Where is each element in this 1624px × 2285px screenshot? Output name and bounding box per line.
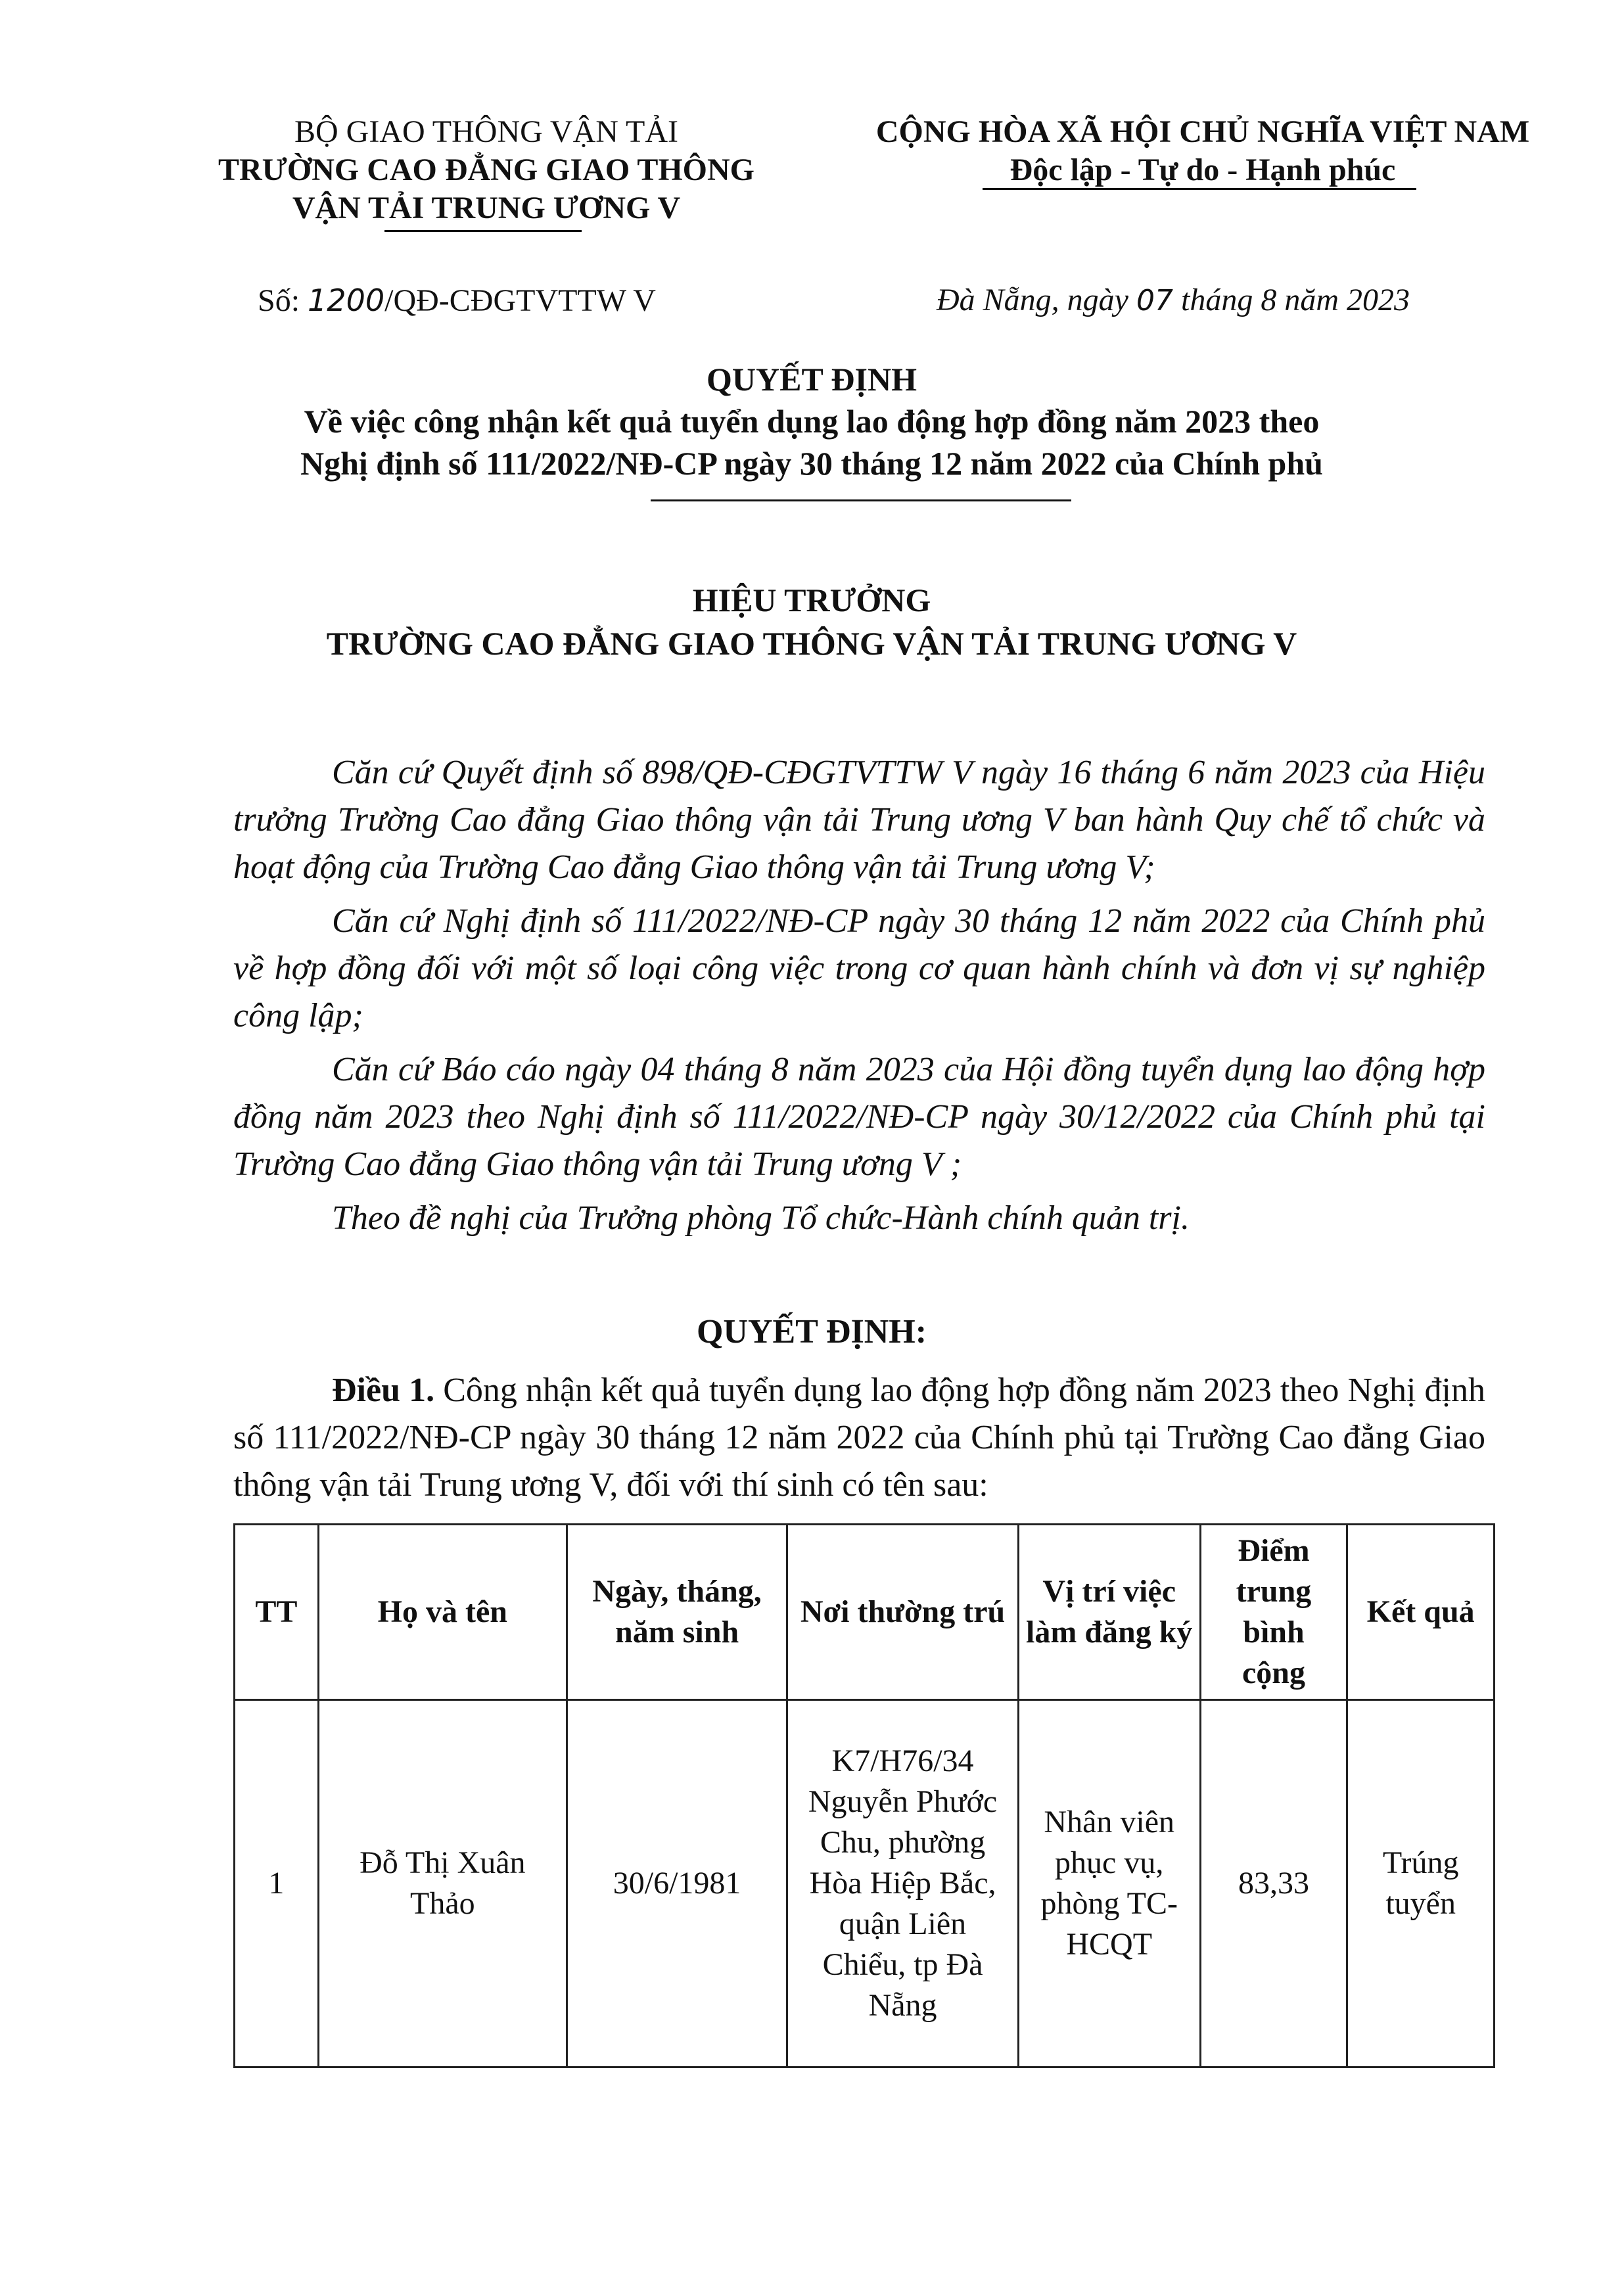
number-handwritten: 1200 (308, 283, 385, 318)
cell-full-name: Đỗ Thị Xuân Thảo (318, 1700, 567, 2067)
header-result: Kết quả (1347, 1525, 1495, 1700)
motto: Độc lập - Tự do - Hạnh phúc (1009, 152, 1396, 187)
number-prefix: Số: (258, 283, 300, 318)
basis-paragraph: Căn cứ Nghị định số 111/2022/NĐ-CP ngày 30 tháng 12 năm 2022 của Chính phủ về hợp đồng đối với một số loại công việc trong cơ quan hành chính và đơn vị sự nghiệp công lập; (233, 902, 1485, 1034)
national-header (841, 113, 1564, 189)
date-prefix: Đà Nẵng, ngày (937, 283, 1128, 317)
cell-position: Nhân viên phục vụ, phòng TC-HCQT (1018, 1700, 1200, 2067)
basis-paragraph: Theo đề nghị của Trưởng phòng Tổ chức-Hành chính quản trị. (332, 1199, 1190, 1237)
header-average-score: Điểm trung bình cộng (1200, 1525, 1347, 1700)
header-birth-date: Ngày, tháng, năm sinh (567, 1525, 787, 1700)
date-day-handwritten: 07 (1136, 284, 1173, 317)
basis-paragraph: Căn cứ Báo cáo ngày 04 tháng 8 năm 2023 của Hội đồng tuyển dụng lao động hợp đồng năm 2023 theo Nghị định số 111/2022/NĐ-CP ngày 30/12/2022 của Chính phủ tại Trường Cao đẳng Giao thông vận tải Trung ương V ; (233, 1051, 1485, 1183)
number-suffix: /QĐ-CĐGTVTTW V (384, 283, 656, 318)
cell-residence: K7/H76/34 Nguyễn Phước Chu, phường Hòa Hiệp Bắc, quận Liên Chiểu, tp Đà Nẵng (787, 1700, 1018, 2067)
cell-result: Trúng tuyển (1347, 1700, 1495, 2067)
cell-birth-date: 30/6/1981 (567, 1700, 787, 2067)
authority-block (154, 578, 1469, 665)
header-tt: TT (235, 1525, 319, 1700)
legal-bases (233, 749, 1485, 1242)
article-1 (233, 1367, 1485, 1509)
document-date (937, 281, 1410, 320)
results-table (233, 1523, 1495, 2068)
decision-title (154, 358, 1469, 484)
issuer-underline (384, 230, 582, 232)
school-name-line2: VẬN TẢI TRUNG ƯƠNG V (292, 191, 681, 225)
cell-tt: 1 (235, 1700, 319, 2067)
header-residence: Nơi thường trú (787, 1525, 1018, 1700)
basis-paragraph: Căn cứ Quyết định số 898/QĐ-CĐGTVTTW V ngày 16 tháng 6 năm 2023 của Hiệu trưởng Trường Cao đẳng Giao thông vận tải Trung ương V ban hành Quy chế tổ chức và hoạt động của Trường Cao đẳng Giao thông vận tải Trung ương V; (233, 754, 1485, 886)
title-underline (651, 499, 1071, 501)
cell-average-score: 83,33 (1200, 1700, 1347, 2067)
title-subject-line1: Về việc công nhận kết quả tuyển dụng lao động hợp đồng năm 2023 theo (304, 403, 1320, 440)
decision-heading: QUYẾT ĐỊNH: (696, 1313, 927, 1350)
ministry-name: BỘ GIAO THÔNG VẬN TẢI (294, 114, 678, 149)
table-header-row (235, 1525, 1495, 1700)
title-subject-line2: Nghị định số 111/2022/NĐ-CP ngày 30 tháng 12 năm 2022 của Chính phủ (300, 445, 1323, 482)
header-full-name: Họ và tên (318, 1525, 567, 1700)
motto-underline (983, 188, 1416, 190)
table-row (235, 1700, 1495, 2067)
republic-name: CỘNG HÒA XÃ HỘI CHỦ NGHĨA VIỆT NAM (875, 114, 1530, 149)
authority-line1: HIỆU TRƯỞNG (692, 582, 931, 618)
school-name-line1: TRƯỜNG CAO ĐẲNG GIAO THÔNG (218, 152, 755, 187)
date-suffix: tháng 8 năm 2023 (1180, 283, 1410, 317)
article-1-text: Công nhận kết quả tuyển dụng lao động hợp đồng năm 2023 theo Nghị định số 111/2022/NĐ-CP ngày 30 tháng 12 năm 2022 của Chính phủ tại Trường Cao đẳng Giao thông vận tải Trung ương V, đối với thí sinh có tên sau: (233, 1372, 1485, 1504)
header-position: Vị trí việc làm đăng ký (1018, 1525, 1200, 1700)
title-heading: QUYẾT ĐỊNH (707, 361, 917, 398)
issuer-block (191, 113, 782, 227)
article-1-label: Điều 1. (332, 1372, 435, 1409)
authority-line2: TRƯỜNG CAO ĐẲNG GIAO THÔNG VẬN TẢI TRUNG ƯƠNG V (326, 625, 1297, 662)
document-number (258, 281, 656, 320)
